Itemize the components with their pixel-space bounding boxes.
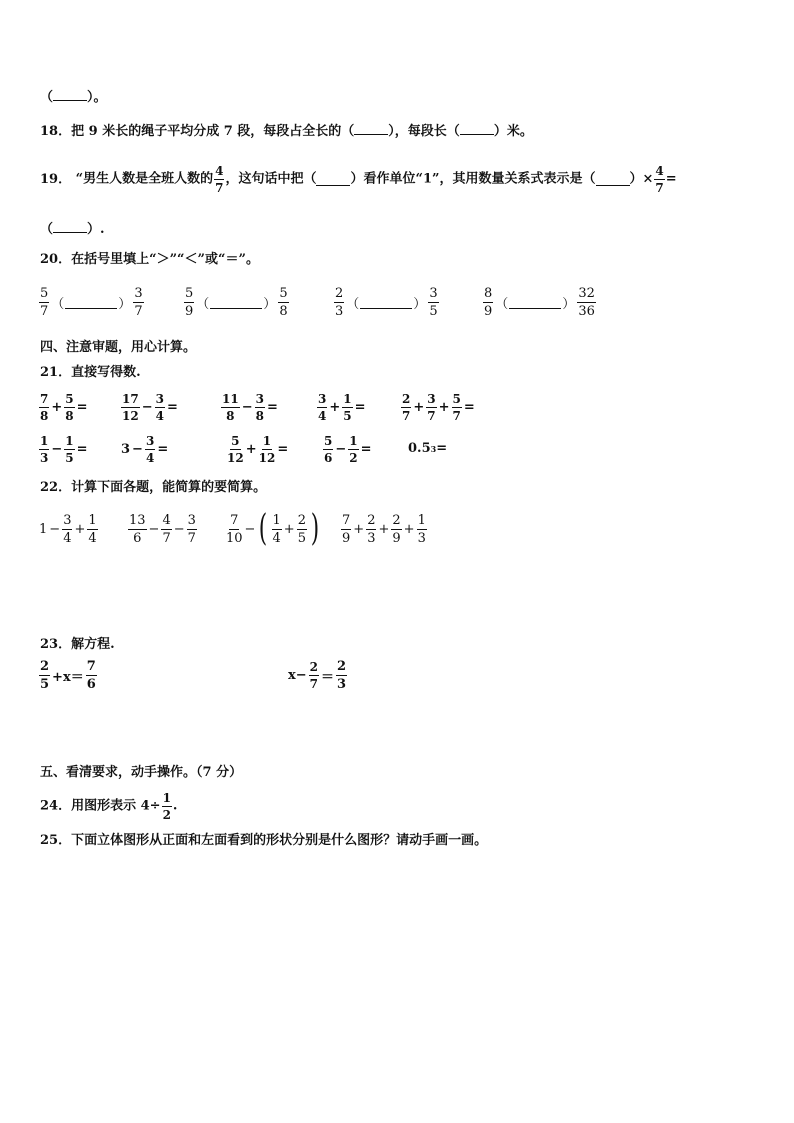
compare-item: $\frac{2}{3}$ （ ） $\frac{3}{5}$: [335, 286, 438, 319]
compare-blank[interactable]: [509, 296, 561, 309]
question-19: 19． “男生人数是全班人数的 $\frac{4}{7}$ ，这句话中把（ ）看作单位“1”，其用数量关系式表示是（ ）× $\frac{4}{7}$ =: [40, 164, 677, 195]
calc-item: $\frac{11}{8}$ − $\frac{3}{8}$ =: [222, 392, 278, 423]
question-21-title: 21．直接写得数.: [40, 365, 141, 380]
compare-blank[interactable]: [210, 296, 262, 309]
q19-tail: （ ）.: [40, 222, 105, 237]
compare-item: $\frac{8}{9}$ （ ） $\frac{32}{36}$: [484, 286, 595, 319]
calc-item: 0.5 3 =: [408, 441, 448, 456]
answer-blank[interactable]: [354, 122, 388, 135]
calc-item: 3 − $\frac{3}{4}$ =: [121, 434, 169, 465]
expression-2: $\frac{13}{6}$ − $\frac{4}{7}$ − $\frac{3}{7}$: [129, 513, 196, 546]
question-20-title: 20．在括号里填上“＞”“＜”或“＝”。: [40, 252, 259, 267]
compare-item: $\frac{5}{9}$ （ ） $\frac{5}{8}$: [185, 286, 288, 319]
calc-item: $\frac{7}{8}$ + $\frac{5}{8}$ =: [40, 392, 88, 423]
answer-blank[interactable]: [596, 173, 630, 186]
q17-tail: （ ）。: [40, 90, 107, 105]
fraction: $\frac{1}{2}$: [162, 791, 171, 822]
equation-1: $\frac{2}{5}$ +x＝ $\frac{7}{6}$: [40, 659, 96, 692]
question-23-title: 23．解方程.: [40, 637, 115, 652]
answer-blank[interactable]: [53, 88, 87, 101]
question-24: 24．用图形表示 4÷ $\frac{1}{2}$ .: [40, 791, 178, 822]
answer-blank[interactable]: [460, 122, 494, 135]
fraction: $\frac{4}{7}$: [655, 164, 664, 195]
question-18: 18．把 9 米长的绳子平均分成 7 段，每段占全长的（ ），每段长（ ）米。: [40, 124, 533, 139]
answer-blank[interactable]: [53, 220, 87, 233]
compare-blank[interactable]: [360, 296, 412, 309]
calc-item: $\frac{3}{4}$ + $\frac{1}{5}$ =: [318, 392, 366, 423]
expression-1: 1 − $\frac{3}{4}$ + $\frac{1}{4}$: [39, 513, 97, 546]
expression-4: $\frac{7}{9}$ + $\frac{2}{3}$ + $\frac{2}{9}$ + $\frac{1}{3}$: [342, 513, 426, 546]
expression-3: $\frac{7}{10}$ − ( $\frac{1}{4}$ + $\frac{2}{5}$ ): [226, 508, 320, 549]
compare-item: $\frac{5}{7}$ （ ） $\frac{3}{7}$: [40, 286, 143, 319]
calc-item: $\frac{2}{7}$ + $\frac{3}{7}$ + $\frac{5}{7}$ =: [402, 392, 475, 423]
calc-item: $\frac{5}{12}$ + $\frac{1}{12}$ =: [227, 434, 289, 465]
compare-blank[interactable]: [65, 296, 117, 309]
fraction: $\frac{4}{7}$: [215, 164, 224, 195]
calc-item: $\frac{1}{3}$ − $\frac{1}{5}$ =: [40, 434, 88, 465]
equation-2: x− $\frac{2}{7}$ ＝ $\frac{2}{3}$: [288, 659, 347, 692]
section-5-heading: 五、看清要求，动手操作。（7 分）: [40, 765, 243, 780]
question-22-title: 22．计算下面各题，能简算的要简算。: [40, 480, 267, 495]
answer-blank[interactable]: [316, 173, 350, 186]
section-4-heading: 四、注意审题，用心计算。: [40, 340, 197, 355]
calc-item: $\frac{17}{12}$ − $\frac{3}{4}$ =: [122, 392, 178, 423]
question-25: 25．下面立体图形从正面和左面看到的形状分别是什么图形？请动手画一画。: [40, 833, 488, 848]
calc-item: $\frac{5}{6}$ − $\frac{1}{2}$ =: [324, 434, 372, 465]
